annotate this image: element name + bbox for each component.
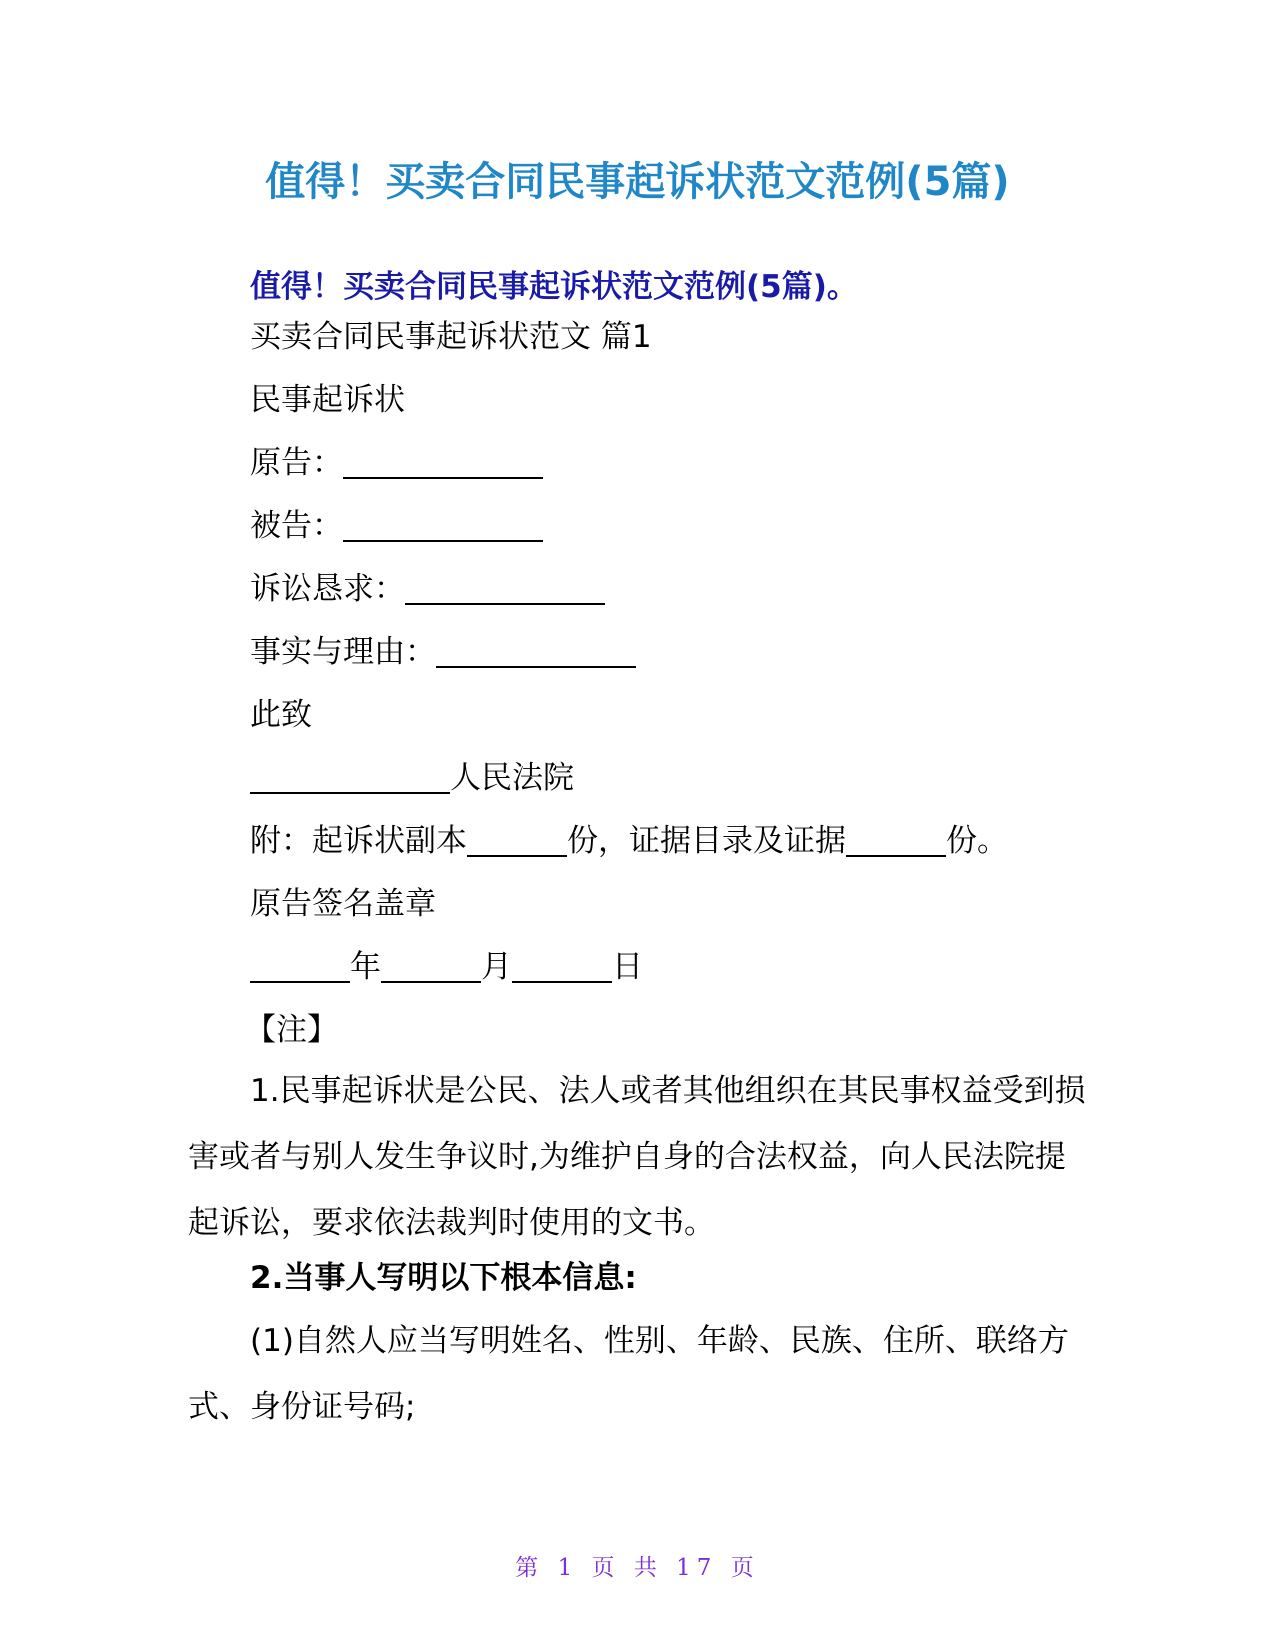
defendant-blank bbox=[343, 506, 543, 542]
attach-middle: 份，证据目录及证据 bbox=[567, 823, 846, 859]
document-title: 值得！买卖合同民事起诉状范文范例(5篇) bbox=[265, 159, 1010, 205]
document-subtitle: 值得！买卖合同民事起诉状范文范例(5篇)。 bbox=[250, 269, 858, 305]
facts-blank bbox=[436, 632, 636, 668]
defendant-label: 被告： bbox=[250, 508, 343, 544]
court-suffix: 人民法院 bbox=[450, 760, 574, 796]
day-blank bbox=[512, 947, 612, 983]
plaintiff-label: 原告： bbox=[250, 445, 343, 481]
plaintiff-blank bbox=[343, 443, 543, 479]
evidence-blank bbox=[846, 821, 946, 857]
signature-line: 原告签名盖章 bbox=[250, 886, 436, 922]
day-label: 日 bbox=[612, 949, 643, 985]
claims-blank bbox=[405, 569, 605, 605]
notes-heading: 【注】 bbox=[245, 1012, 338, 1048]
note-2-item-1: (1)自然人应当写明姓名、性别、年龄、民族、住所、联络方式、身份证号码; bbox=[188, 1323, 1069, 1425]
month-blank bbox=[381, 947, 481, 983]
note-2-heading: 2.当事人写明以下根本信息: bbox=[250, 1260, 637, 1296]
court-blank bbox=[250, 758, 450, 794]
section-heading: 买卖合同民事起诉状范文 篇1 bbox=[250, 319, 652, 355]
attachment-line bbox=[250, 816, 1008, 866]
claims-label: 诉讼恳求： bbox=[250, 571, 405, 607]
attach-prefix: 附：起诉状副本 bbox=[250, 823, 467, 859]
plaintiff-line bbox=[250, 438, 543, 488]
year-blank bbox=[250, 947, 350, 983]
month-label: 月 bbox=[481, 949, 512, 985]
facts-line bbox=[250, 627, 636, 677]
page-footer: 第 1 页 共 17 页 bbox=[515, 1555, 760, 1581]
facts-label: 事实与理由： bbox=[250, 634, 436, 670]
date-line bbox=[250, 942, 643, 992]
attach-suffix: 份。 bbox=[946, 823, 1008, 859]
claims-line bbox=[250, 564, 605, 614]
salutation: 此致 bbox=[250, 697, 312, 733]
note-1: 1.民事起诉状是公民、法人或者其他组织在其民事权益受到损害或者与别人发生争议时,为维护自身的合法权益，向人民法院提起诉讼，要求依法裁判时使用的文书。 bbox=[188, 1073, 1086, 1241]
form-heading: 民事起诉状 bbox=[250, 382, 405, 418]
year-label: 年 bbox=[350, 949, 381, 985]
copies-blank bbox=[467, 821, 567, 857]
court-line bbox=[250, 753, 574, 803]
defendant-line bbox=[250, 501, 543, 551]
